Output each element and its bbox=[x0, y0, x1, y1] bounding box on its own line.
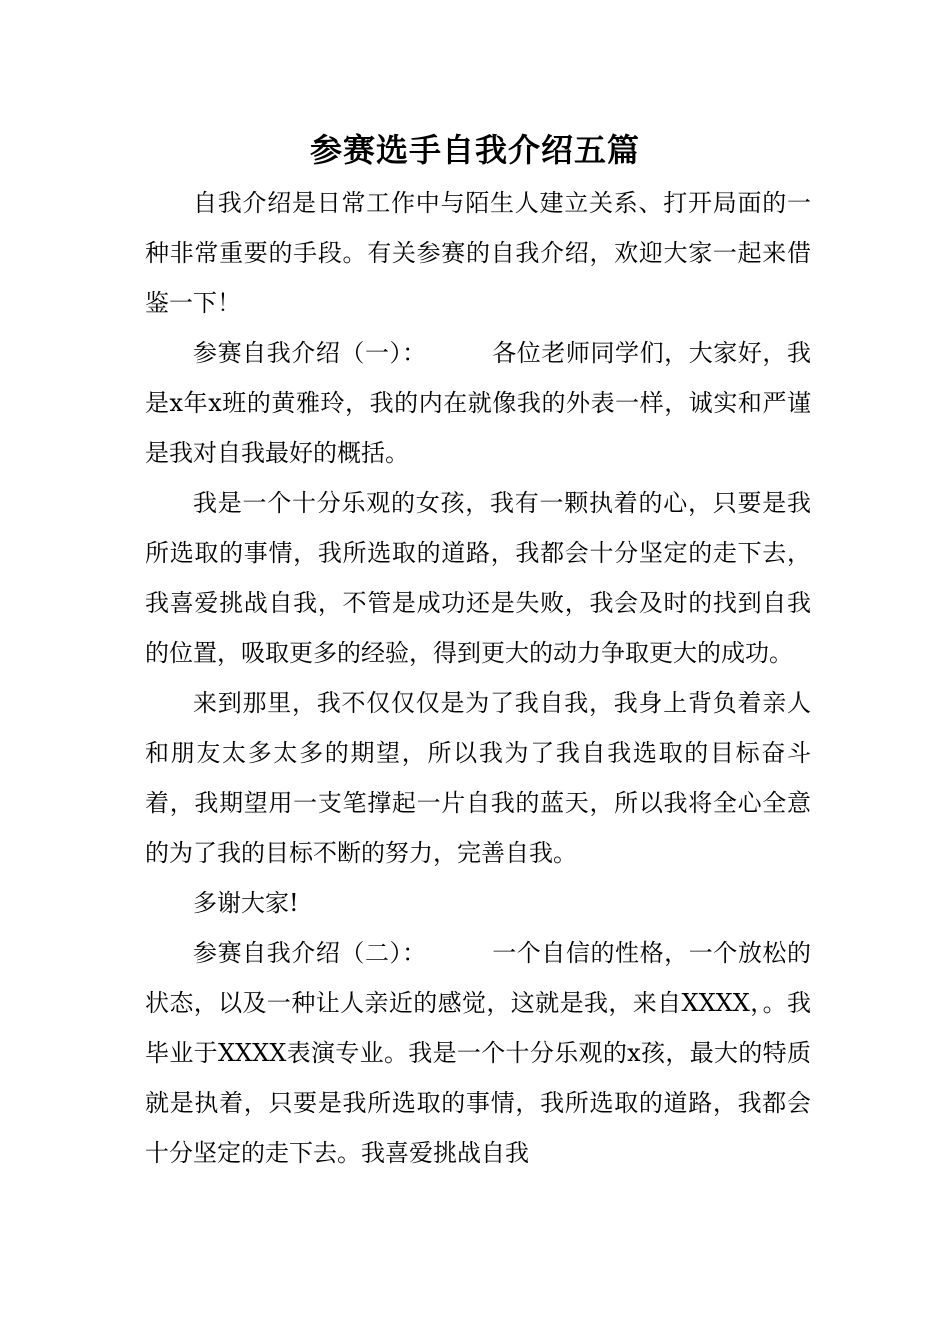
body-paragraph: 来到那里，我不仅仅仅是为了我自我，我身上背负着亲人和朋友太多太多的期望，所以我为了我自我选取的目标奋斗着，我期望用一支笔撑起一片自我的蓝天，所以我将全心全意的为了我的目标不断的努力，完善自我。 bbox=[145, 689, 811, 867]
body-paragraph: 我是一个十分乐观的女孩，我有一颗执着的心，只要是我所选取的事情，我所选取的道路，我都会十分坚定的走下去，我喜爱挑战自我，不管是成功还是失败，我会及时的找到自我的位置，吸取更多的经验，得到更大的动力争取更大的成功。 bbox=[145, 489, 811, 667]
section-one-paragraph: 参赛自我介绍（一）： 各位老师同学们，大家好，我是x年x班的黄雅玲，我的内在就像我的外表一样，诚实和严谨是我对自我最好的概括。 bbox=[145, 339, 811, 467]
document-body bbox=[145, 178, 811, 1178]
thanks-paragraph: 多谢大家! bbox=[193, 889, 299, 917]
document-title: 参赛选手自我介绍五篇 bbox=[309, 131, 640, 169]
section-two-paragraph: 参赛自我介绍（二）： 一个自信的性格，一个放松的状态，以及一种让人亲近的感觉，这就是我，来自XXXX，。我毕业于XXXX表演专业。我是一个十分乐观的x孩，最大的特质就是执着，只要是我所选取的事情，我所选取的道路，我都会十分坚定的走下去。我喜爱挑战自我 bbox=[145, 939, 811, 1167]
intro-paragraph: 自我介绍是日常工作中与陌生人建立关系、打开局面的一种非常重要的手段。有关参赛的自我介绍，欢迎大家一起来借鉴一下！ bbox=[145, 189, 811, 317]
